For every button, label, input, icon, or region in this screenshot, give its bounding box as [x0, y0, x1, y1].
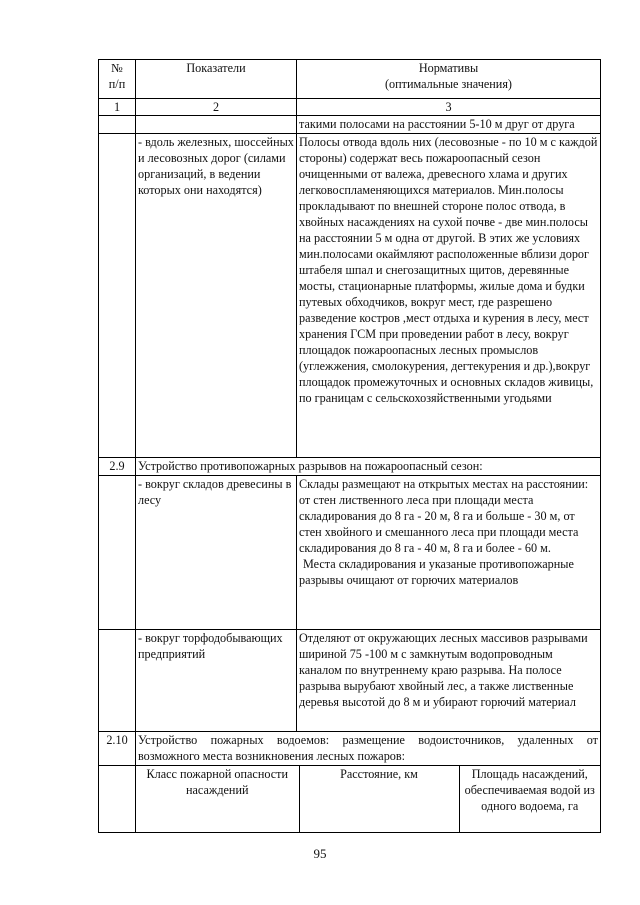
- table-row: [99, 630, 601, 732]
- section-title-2-9: Устройство противопожарных разрывов на пожароопасный сезон:: [136, 458, 601, 476]
- wood-storage-text: [297, 476, 601, 630]
- norms-table: [98, 59, 601, 833]
- table-row: [99, 476, 601, 630]
- page-number: 95: [313, 846, 327, 861]
- column-number-row: [99, 99, 601, 116]
- wood-storage-paragraph-1: Склады размещают на открытых местах на расстоянии: от стен лиственного леса при площади места складирования до 8 га - 20 м, 8 га и больше - 30 м, от стен хвойного и смешанного леса при площади места складирования до 8 га - 40 м, 8 га и более - 60 м.: [299, 477, 589, 555]
- table-row: [99, 766, 601, 833]
- column-number-3: 3: [297, 99, 601, 116]
- subtable-header-area: Площадь насаждений, обеспечиваемая водой из одного водоема, га: [459, 766, 600, 832]
- table-row: [99, 458, 601, 476]
- row-number-2-10: 2.10: [99, 732, 136, 766]
- header-indicators: Показатели: [136, 60, 297, 99]
- section-title-2-10: Устройство пожарных водоемов: размещение водоисточников, удаленных от возможного места возникновения лесных пожаров:: [136, 732, 601, 766]
- peat-label: - вокруг торфодобывающих предприятий: [136, 630, 297, 732]
- roads-label: - вдоль железных, шоссейных и лесовозных дорог (силами организаций, в ведении которых они находятся): [136, 134, 297, 458]
- table-row: [99, 134, 601, 458]
- wood-storage-paragraph-2: Места складирования и указаные противопожарные разрывы очищают от горючих материалов: [299, 557, 574, 587]
- row-number-2-9: 2.9: [99, 458, 136, 476]
- roads-text: Полосы отвода вдоль них (лесовозные - по 10 м с каждой стороны) содержат весь пожароопасный сезон очищенными от валежа, древесного хлама и других легковоспламеняющихся материалов. Мин.полосы прокладывают по внешней стороне полос отвода, в хвойных насаждениях на сухой почве - две мин.полосы на расстоянии 5 м одна от другой. В этих же условиях мин.полосами окаймляют расположенные вблизи дорог штабеля шпал и снегозащитных щитов, деревянные мосты, стационарные платформы, жилые дома и будки путевых обходчиков, вокруг мест, где разрешено разведение костров ,мест отдыха и курения в лесу, мест хранения ГСМ при проведении работ в лесу, вокруг площадок пожароопасных лесных промыслов (углежжения, смолокурения, дегтекурения и др.),вокруг площадок промежуточных и основных складов живицы, по границам с сельскохозяйственными угодьями: [297, 134, 601, 458]
- column-number-1: 1: [99, 99, 136, 116]
- subtable-header-row: [136, 766, 600, 832]
- header-norms-subtitle: (оптимальные значения): [385, 77, 512, 91]
- subtable-header-distance: Расстояние, км: [299, 766, 459, 832]
- continued-text: такими полосами на расстоянии 5-10 м друг от друга: [297, 116, 601, 134]
- peat-text: Отделяют от окружающих лесных массивов разрывами шириной 75 -100 м с замкнутым водопроводным каналом по внутреннему краю разрыва. На полосе разрыва вырубают хвойный лес, а также лиственные деревья высотой до 8 м и убирают горючий материал: [297, 630, 601, 732]
- table-row: [99, 732, 601, 766]
- header-number: № п/п: [99, 60, 136, 99]
- subtable-header-fire-class: Класс пожарной опасности насаждений: [146, 767, 289, 797]
- table-row: [99, 116, 601, 134]
- header-norms-title: Нормативы: [418, 61, 479, 75]
- wood-storage-label: - вокруг складов древесины в лесу: [136, 476, 297, 630]
- column-number-2: 2: [136, 99, 297, 116]
- reservoir-subtable: [136, 766, 600, 832]
- header-norms: [297, 60, 601, 99]
- table-header-row: [99, 60, 601, 99]
